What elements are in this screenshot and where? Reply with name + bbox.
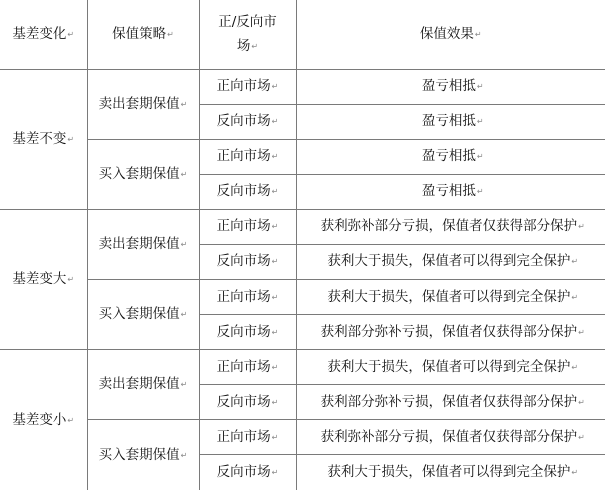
paragraph-mark-icon: ↵ [167,29,174,39]
table-row [0,420,605,455]
market-cell: 正向市场↵ [199,139,296,174]
paragraph-mark-icon: ↵ [271,187,279,197]
paragraph-mark-icon: ↵ [476,117,484,127]
paragraph-mark-icon: ↵ [271,327,279,337]
effect-cell: 获利大于损失，保值者可以得到完全保护↵ [296,455,605,490]
header-market: 正/反向市 场↵ [199,0,296,69]
paragraph-mark-icon: ↵ [476,82,484,92]
paragraph-mark-icon: ↵ [571,257,579,267]
table-row [0,139,605,174]
market-cell: 反向市场↵ [199,455,296,490]
header-effect: 保值效果↵ [296,0,605,69]
effect-cell: 获利部分弥补亏损，保值者仅获得部分保护↵ [296,385,605,420]
effect-cell: 获利大于损失，保值者可以得到完全保护↵ [296,350,605,385]
paragraph-mark-icon: ↵ [67,275,75,285]
market-cell: 正向市场↵ [199,69,296,104]
paragraph-mark-icon: ↵ [271,222,279,232]
basis-change-cell: 基差变小↵ [0,350,87,490]
market-cell: 反向市场↵ [199,385,296,420]
paragraph-mark-icon: ↵ [271,117,279,127]
paragraph-mark-icon: ↵ [180,380,188,390]
header-strategy: 保值策略↵ [87,0,199,69]
market-cell: 正向市场↵ [199,209,296,244]
paragraph-mark-icon: ↵ [180,169,188,179]
paragraph-mark-icon: ↵ [180,310,188,320]
paragraph-mark-icon: ↵ [578,222,585,232]
effect-cell: 盈亏相抵↵ [296,69,605,104]
strategy-cell: 卖出套期保值↵ [87,350,199,420]
effect-cell: 获利大于损失，保值者可以得到完全保护↵ [296,244,605,279]
paragraph-mark-icon: ↵ [271,397,279,407]
effect-cell: 获利部分弥补亏损，保值者仅获得部分保护↵ [296,315,605,350]
market-cell: 正向市场↵ [199,280,296,315]
paragraph-mark-icon: ↵ [271,152,279,162]
table-row [0,69,605,104]
paragraph-mark-icon: ↵ [180,450,188,460]
paragraph-mark-icon: ↵ [578,432,585,442]
market-cell: 反向市场↵ [199,244,296,279]
basis-change-cell: 基差不变↵ [0,69,87,209]
paragraph-mark-icon: ↵ [251,41,259,51]
header-basis-change: 基差变化↵ [0,0,87,69]
effect-cell: 获利大于损失，保值者可以得到完全保护↵ [296,280,605,315]
strategy-cell: 买入套期保值↵ [87,139,199,209]
header-row [0,0,605,69]
paragraph-mark-icon: ↵ [578,397,585,407]
market-cell: 反向市场↵ [199,174,296,209]
paragraph-mark-icon: ↵ [571,362,579,372]
strategy-cell: 卖出套期保值↵ [87,209,199,279]
table-row [0,350,605,385]
paragraph-mark-icon: ↵ [571,468,579,478]
paragraph-mark-icon: ↵ [578,327,585,337]
effect-cell: 盈亏相抵↵ [296,104,605,139]
basis-change-cell: 基差变大↵ [0,209,87,349]
paragraph-mark-icon: ↵ [271,468,279,478]
strategy-cell: 卖出套期保值↵ [87,69,199,139]
strategy-cell: 买入套期保值↵ [87,280,199,350]
market-cell: 反向市场↵ [199,104,296,139]
paragraph-mark-icon: ↵ [476,152,484,162]
paragraph-mark-icon: ↵ [271,362,279,372]
paragraph-mark-icon: ↵ [180,99,188,109]
effect-cell: 盈亏相抵↵ [296,139,605,174]
paragraph-mark-icon: ↵ [180,239,188,249]
paragraph-mark-icon: ↵ [271,82,279,92]
paragraph-mark-icon: ↵ [476,187,484,197]
market-cell: 正向市场↵ [199,350,296,385]
market-cell: 反向市场↵ [199,315,296,350]
paragraph-mark-icon: ↵ [67,134,75,144]
paragraph-mark-icon: ↵ [271,432,279,442]
paragraph-mark-icon: ↵ [67,29,75,39]
paragraph-mark-icon: ↵ [271,292,279,302]
effect-cell: 获利弥补部分亏损，保值者仅获得部分保护↵ [296,420,605,455]
paragraph-mark-icon: ↵ [271,257,279,267]
paragraph-mark-icon: ↵ [474,29,482,39]
table-row [0,209,605,244]
market-cell: 正向市场↵ [199,420,296,455]
strategy-cell: 买入套期保值↵ [87,420,199,490]
effect-cell: 盈亏相抵↵ [296,174,605,209]
paragraph-mark-icon: ↵ [571,292,579,302]
table-row [0,280,605,315]
effect-cell: 获利弥补部分亏损，保值者仅获得部分保护↵ [296,209,605,244]
paragraph-mark-icon: ↵ [67,415,75,425]
